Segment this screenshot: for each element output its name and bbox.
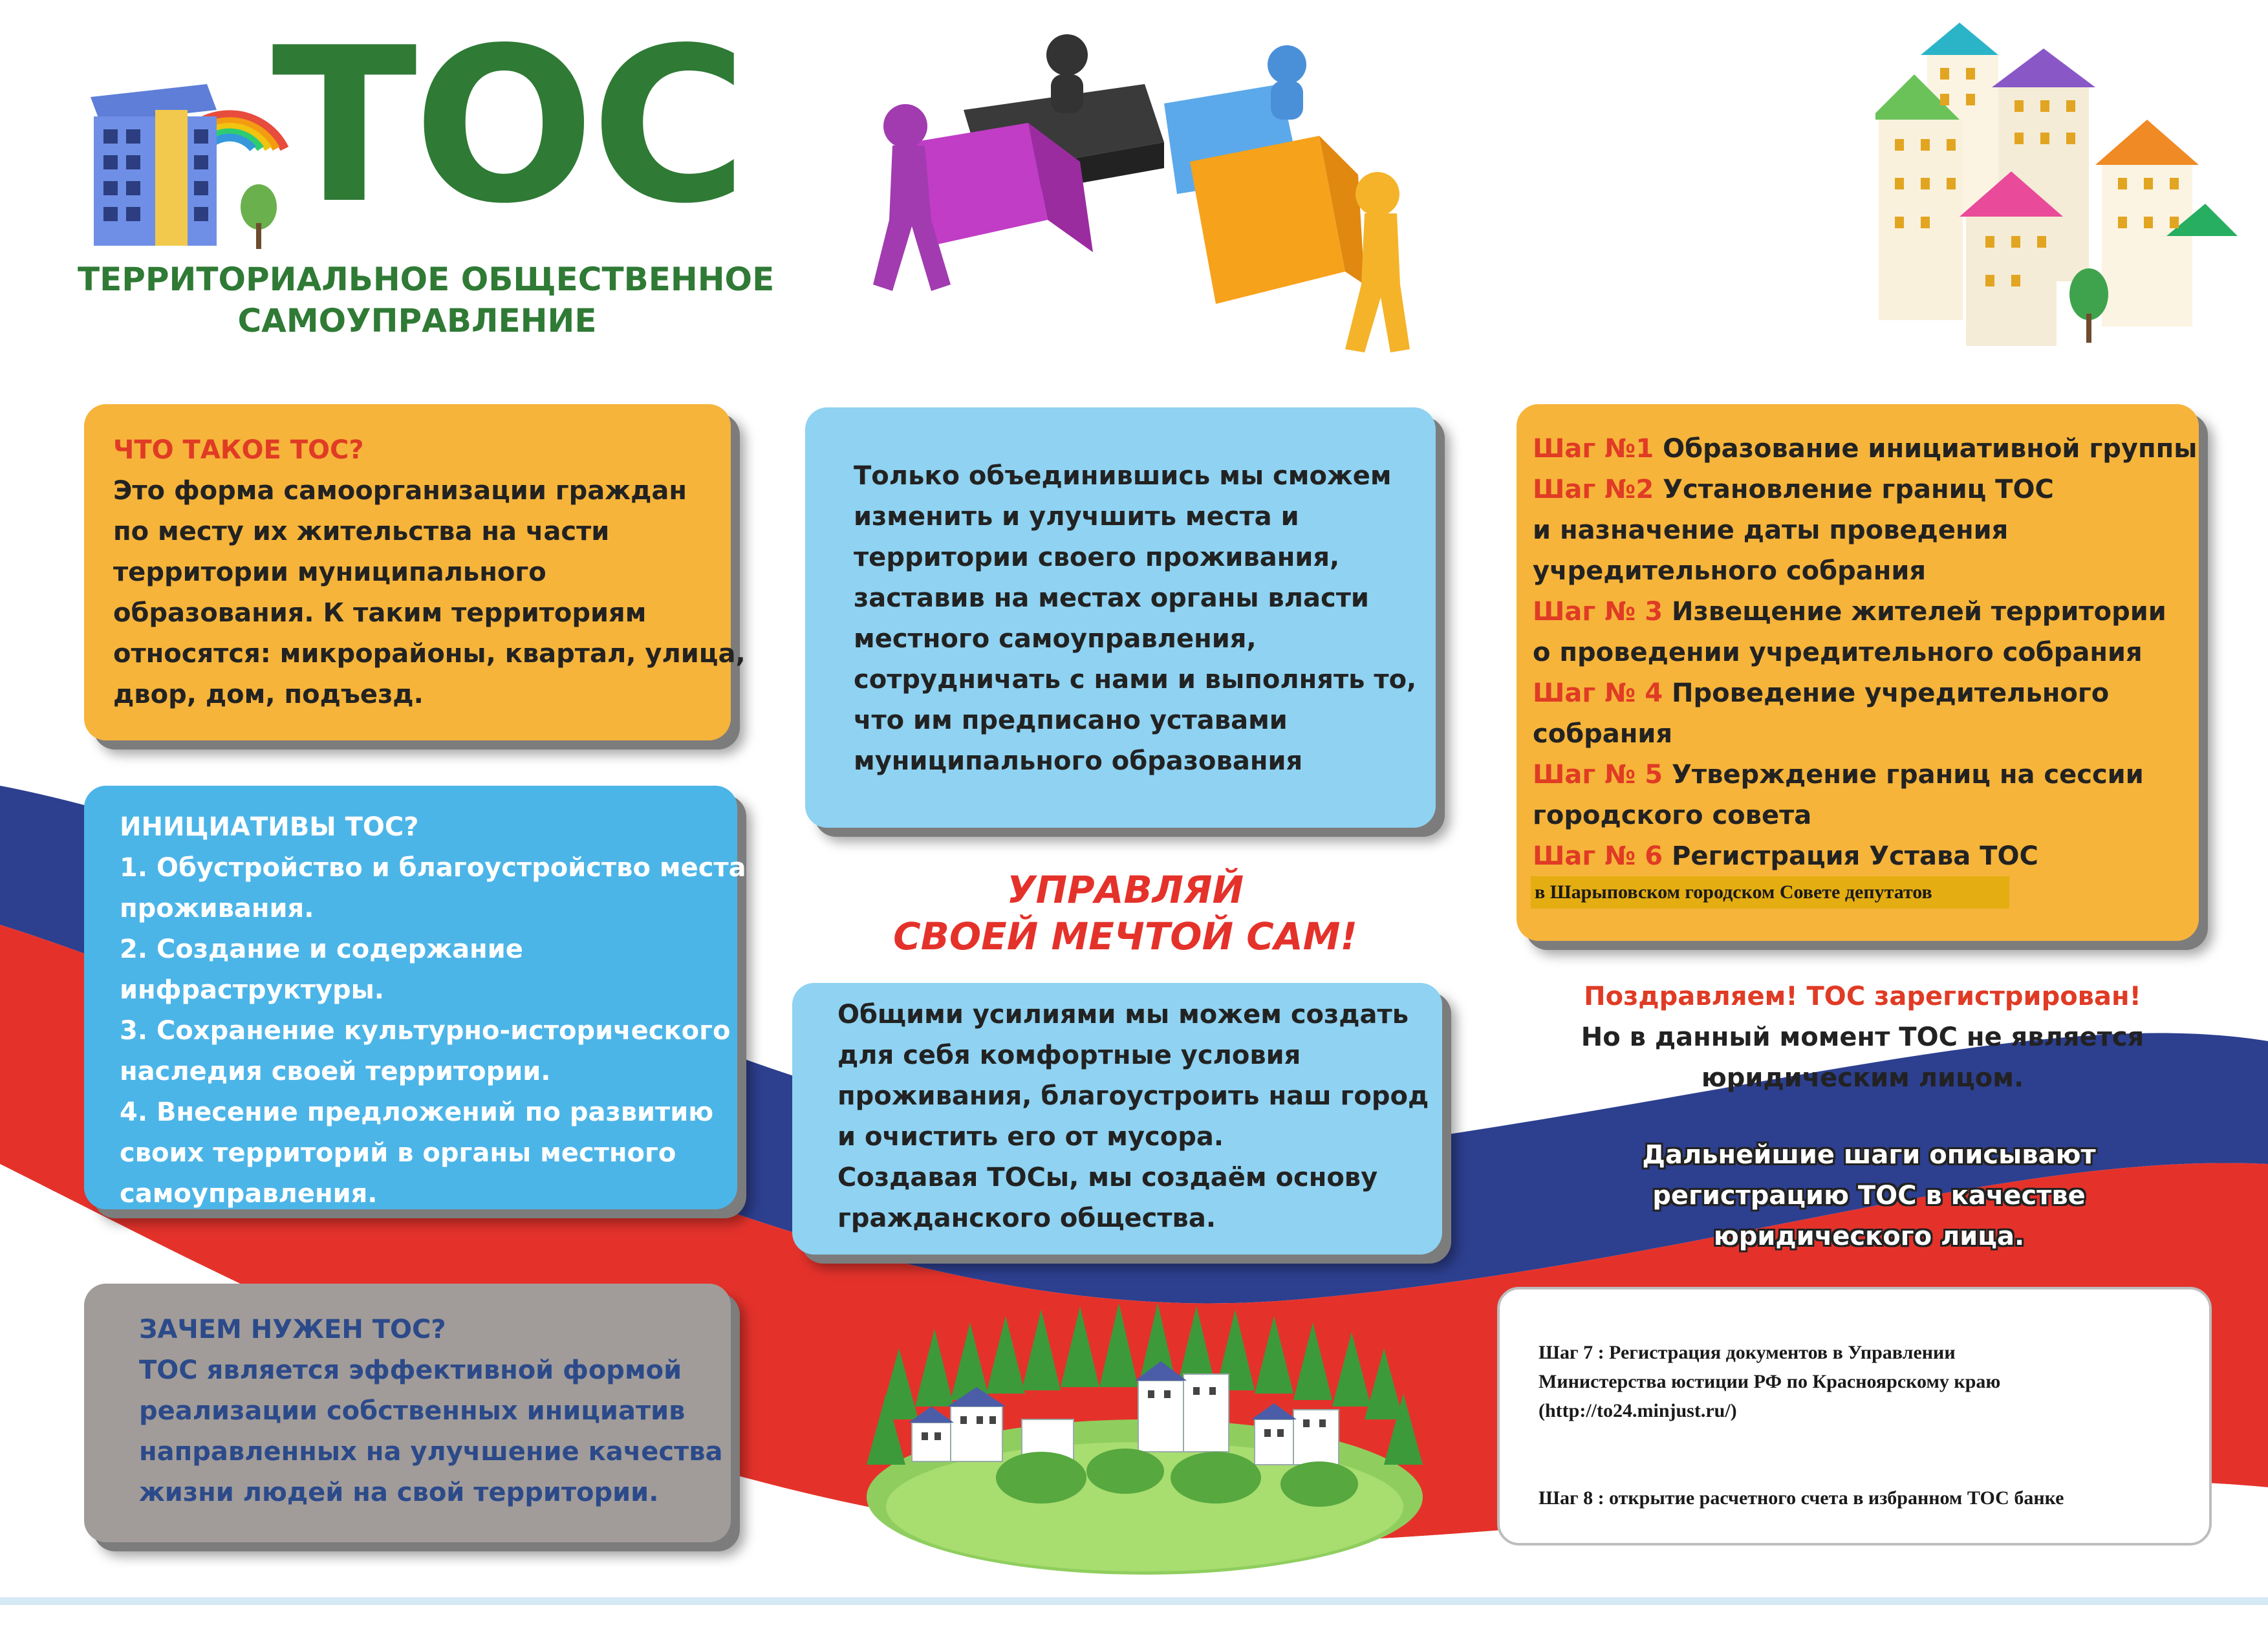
- why-needed-box: [84, 1284, 731, 1542]
- initiatives-title: ИНИЦИАТИВЫ ТОС?: [120, 812, 419, 842]
- step-line: [1533, 836, 2199, 877]
- congrats-line1: Но в данный момент ТОС не является: [1581, 1022, 2144, 1052]
- together-line: Общими усилиями мы можем создать: [837, 1000, 1409, 1029]
- step-label: Шаг № 5: [1533, 760, 1663, 790]
- why-needed-line: направленных на улучшение качества: [139, 1437, 723, 1467]
- what-is-tos-box: [84, 404, 746, 740]
- step7-line2: Министерства юстиции РФ по Красноярскому краю: [1539, 1371, 2001, 1392]
- only-together-text: [854, 456, 1436, 782]
- step-text: Извещение жителей территории: [1663, 597, 2166, 627]
- step-text: собрания: [1533, 719, 1673, 749]
- congrats-block: [1507, 976, 2218, 1099]
- together-line: для себя комфортные условия: [837, 1040, 1301, 1070]
- initiatives-line: 3. Сохранение культурно-исторического: [120, 1016, 731, 1046]
- what-is-line: относятся: микрорайоны, квартал, улица,: [113, 639, 746, 669]
- together-line: проживания, благоустроить наш город: [837, 1081, 1429, 1111]
- step7-line1: Шаг 7 : Регистрация документов в Управлении: [1539, 1342, 1956, 1363]
- further-line3: юридического лица.: [1713, 1222, 2025, 1251]
- further-steps-block: [1520, 1135, 2218, 1257]
- initiatives-line: наследия своей территории.: [120, 1057, 551, 1086]
- only-together-box: [805, 407, 1436, 828]
- steps-list: [1533, 429, 2199, 877]
- village-illustration: [854, 1284, 1436, 1581]
- only-together-line: заставив на местах органы власти: [854, 583, 1369, 613]
- together-efforts-box: [792, 983, 1442, 1255]
- why-needed-title: ЗАЧЕМ НУЖЕН ТОС?: [139, 1315, 446, 1344]
- step-line: [1533, 429, 2199, 469]
- step-line: [1533, 755, 2199, 795]
- bottom-stripe: [0, 1597, 2268, 1605]
- initiatives-box: [84, 786, 746, 1209]
- legal-steps-box: [1497, 1287, 2212, 1546]
- congrats-line2: юридическим лицом.: [1701, 1063, 2024, 1093]
- step-line: [1533, 469, 2199, 510]
- initiatives-line: инфраструктуры.: [120, 975, 384, 1005]
- step-text: учредительного собрания: [1533, 556, 1927, 586]
- city-buildings-illustration: [1875, 10, 2238, 346]
- initiatives-line: проживания.: [120, 894, 314, 923]
- step-line: [1533, 510, 2199, 551]
- together-line: гражданского общества.: [837, 1203, 1216, 1233]
- together-efforts-text: [837, 995, 1442, 1239]
- what-is-line: Это форма самоорганизации граждан: [113, 476, 687, 506]
- initiatives-line: 2. Создание и содержание: [120, 934, 523, 964]
- step-text: Регистрация Устава ТОС: [1663, 841, 2038, 871]
- slogan: [834, 867, 1416, 960]
- step-line: [1533, 551, 2199, 592]
- step-label: Шаг № 4: [1533, 678, 1663, 708]
- initiatives-line: 4. Внесение предложений по развитию: [120, 1097, 714, 1127]
- step-text: о проведении учредительного собрания: [1533, 638, 2143, 667]
- only-together-line: местного самоуправления,: [854, 624, 1257, 654]
- what-is-line: по месту их жительства на части: [113, 517, 610, 546]
- what-is-tos-text: [113, 471, 746, 715]
- only-together-line: изменить и улучшить места и: [854, 502, 1299, 532]
- why-needed-line: жизни людей на свой территории.: [139, 1478, 659, 1507]
- why-needed-text: [139, 1350, 731, 1513]
- teamwork-puzzle-illustration: [854, 13, 1410, 362]
- initiatives-line: своих территорий в органы местного: [120, 1138, 676, 1168]
- what-is-line: образования. К таким территориям: [113, 598, 647, 628]
- initiatives-line: самоуправления.: [120, 1179, 378, 1209]
- together-line: Создавая ТОСы, мы создаём основу: [837, 1163, 1378, 1192]
- steps-box: [1517, 404, 2199, 941]
- only-together-line: сотрудничать с нами и выполнять то,: [854, 665, 1417, 695]
- initiatives-text: [120, 848, 746, 1214]
- what-is-tos-title: ЧТО ТАКОЕ ТОС?: [113, 435, 364, 465]
- step-line: [1533, 795, 2199, 836]
- step-label: Шаг № 6: [1533, 841, 1663, 871]
- steps-note: в Шарыповском городском Совете депутатов: [1531, 876, 2009, 909]
- step-text: Утверждение границ на сессии: [1663, 760, 2144, 790]
- building-rainbow-icon: [78, 58, 291, 252]
- why-needed-line: реализации собственных инициатив: [139, 1396, 686, 1426]
- initiatives-line: 1. Обустройство и благоустройство места: [120, 853, 746, 883]
- only-together-line: что им предписано уставами: [854, 706, 1288, 735]
- step-text: Установление границ ТОС: [1654, 475, 2054, 504]
- logo-subtitle-line1: ТЕРРИТОРИАЛЬНОЕ ОБЩЕСТВЕННОЕ: [78, 261, 775, 298]
- only-together-line: Только объединившись мы сможем: [854, 461, 1392, 491]
- together-line: и очистить его от мусора.: [837, 1122, 1224, 1152]
- step-line: [1533, 632, 2199, 673]
- step-label: Шаг №1: [1533, 434, 1654, 464]
- slogan-line2: СВОЕЙ МЕЧТОЙ САМ!: [893, 914, 1357, 958]
- step-line: [1533, 714, 2199, 755]
- step-text: Проведение учредительного: [1663, 678, 2110, 708]
- step-text: городского совета: [1533, 801, 1812, 830]
- only-together-line: территории своего проживания,: [854, 543, 1340, 572]
- step-label: Шаг № 3: [1533, 597, 1663, 627]
- what-is-line: двор, дом, подъезд.: [113, 680, 424, 709]
- logo-subtitle: [78, 259, 775, 341]
- step8-line: Шаг 8 : открытие расчетного счета в избранном ТОС банке: [1539, 1487, 2064, 1509]
- logo-text: ТОС: [272, 2, 744, 250]
- step-label: Шаг №2: [1533, 475, 1654, 504]
- step-line: [1533, 592, 2199, 632]
- what-is-line: территории муниципального: [113, 557, 546, 587]
- step-text: и назначение даты проведения: [1533, 515, 2009, 545]
- why-needed-line: ТОС является эффективной формой: [139, 1355, 682, 1385]
- only-together-line: муниципального образования: [854, 746, 1303, 776]
- slogan-line1: УПРАВЛЯЙ: [1006, 868, 1244, 912]
- congrats-title: Поздравляем! ТОС зарегистрирован!: [1584, 982, 2141, 1011]
- logo-subtitle-line2: САМОУПРАВЛЕНИЕ: [237, 302, 597, 339]
- step-text: Образование инициативной группы: [1654, 434, 2198, 464]
- step7-line3: (http://to24.minjust.ru/): [1539, 1400, 1737, 1421]
- step-line: [1533, 673, 2199, 714]
- further-line1: Дальнейшие шаги описывают: [1642, 1140, 2096, 1170]
- further-line2: регистрацию ТОС в качестве: [1652, 1181, 2086, 1211]
